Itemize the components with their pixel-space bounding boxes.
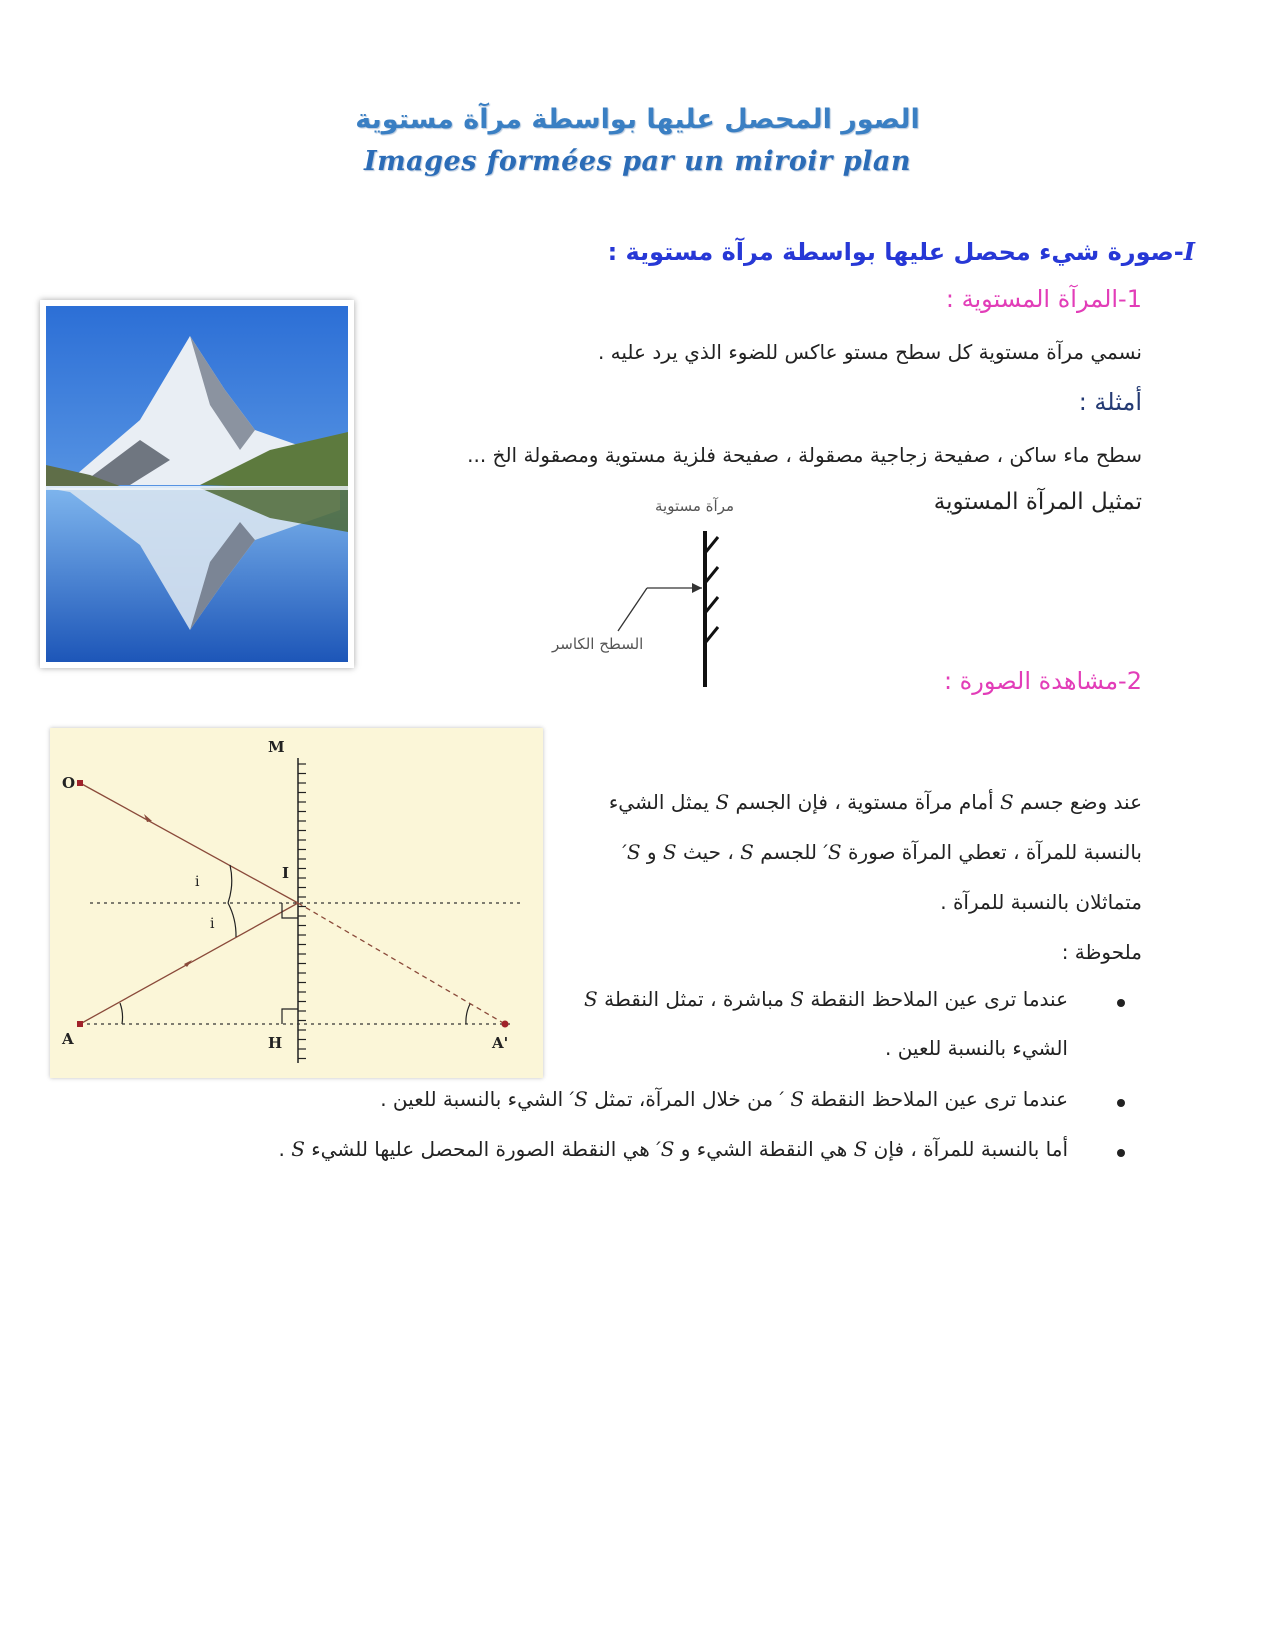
- bullet-dot-2: [1117, 1099, 1125, 1107]
- subsection-1-heading: 1-المرآة المستوية :: [945, 285, 1142, 313]
- mirror-definition: نسمي مرآة مستوية كل سطح مستو عاكس للضوء الذي يرد عليه .: [597, 340, 1142, 364]
- label-m: M: [268, 738, 285, 756]
- section-number: I: [1183, 237, 1195, 266]
- page-title-french: Images formées par un miroir plan: [363, 146, 912, 177]
- note-heading: ملحوظة :: [1061, 940, 1142, 964]
- reflection-diagram: [50, 728, 543, 1078]
- paragraph-line-1: عند وضع جسم S أمام مرآة مستوية ، فإن الجسم S يمثل الشيء: [608, 790, 1142, 814]
- mirror-representation-label: تمثيل المرآة المستوية: [933, 489, 1142, 515]
- incident-ray: [80, 783, 298, 903]
- label-o: O: [62, 774, 76, 792]
- mirror-symbol-figure: [552, 495, 800, 695]
- label-i: I: [282, 864, 290, 882]
- virtual-ray: [298, 903, 505, 1024]
- examples-heading: أمثلة :: [1078, 388, 1142, 416]
- mirror-symbol-drawing: [560, 495, 800, 695]
- examples-text: سطح ماء ساكن ، صفيحة زجاجية مصقولة ، صفيحة فلزية مستوية ومصقولة الخ ...: [467, 443, 1142, 467]
- bullet-dot-1: [1117, 999, 1125, 1007]
- paragraph-line-2: بالنسبة للمرآة ، تعطي المرآة صورة S′ للجسم S ، حيث S و S′: [622, 840, 1142, 864]
- bullet-1-line-2: الشيء بالنسبة للعين .: [884, 1036, 1068, 1060]
- point-o: [77, 780, 83, 786]
- angle-arc-aprime: [466, 1004, 470, 1024]
- mountain-reflection-image: [40, 300, 354, 668]
- mirror-label-bottom: السطح الكاسر: [552, 635, 644, 653]
- reflection-diagram-drawing: [50, 728, 543, 1078]
- angle-arc-incidence: [228, 865, 232, 903]
- point-a: [77, 1021, 83, 1027]
- point-aprime: [502, 1021, 509, 1028]
- mountain-reflection-photo: [40, 300, 354, 668]
- label-angle-i-top: i: [195, 874, 200, 890]
- incident-arrow: [144, 814, 152, 822]
- page-title-arabic: الصور المحصل عليها بواسطة مرآة مستوية: [355, 104, 920, 135]
- angle-arc-reflection: [228, 903, 236, 937]
- angle-arc-a: [120, 1003, 123, 1024]
- mirror-label-top: مرآة مستوية: [655, 497, 735, 515]
- right-angle-h: [282, 1009, 298, 1024]
- section-1-heading: [608, 237, 1195, 266]
- section-1-text: -صورة شيء محصل عليها بواسطة مرآة مستوية :: [607, 238, 1184, 266]
- mirror-ticks: [298, 764, 306, 1059]
- subsection-2-heading: 2-مشاهدة الصورة :: [943, 667, 1142, 695]
- label-angle-i-bottom: i: [210, 916, 215, 932]
- label-h: H: [268, 1034, 283, 1052]
- bullet-2: عندما ترى عين الملاحظ النقطة S ′ من خلال المرآة، تمثل S′ الشيء بالنسبة للعين .: [380, 1087, 1068, 1111]
- paragraph-line-3: متماثلان بالنسبة للمرآة .: [940, 890, 1142, 914]
- bullet-dot-3: [1117, 1149, 1125, 1157]
- label-a: A: [62, 1030, 74, 1048]
- label-aprime: A': [492, 1034, 509, 1052]
- bullet-3: أما بالنسبة للمرآة ، فإن S هي النقطة الشيء و S′ هي النقطة الصورة المحصل عليها للشيء S .: [278, 1137, 1068, 1161]
- bullet-1-line-1: عندما ترى عين الملاحظ النقطة S مباشرة ، تمثل النقطة S: [584, 987, 1068, 1011]
